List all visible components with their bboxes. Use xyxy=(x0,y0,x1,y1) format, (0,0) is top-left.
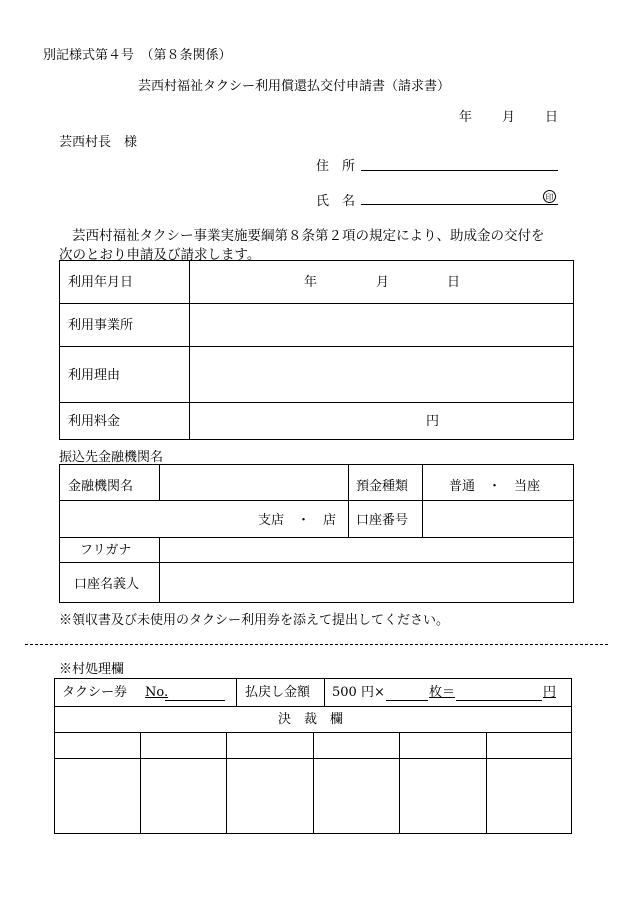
intro-line-1: 芸西村福祉タクシー事業実施要綱第８条第２項の規定により、助成金の交付を xyxy=(72,228,545,244)
account-holder-field[interactable] xyxy=(160,563,573,602)
usage-date-year: 年 xyxy=(304,275,318,290)
approval-divider xyxy=(226,732,227,834)
usage-date-month: 月 xyxy=(376,275,390,290)
refund-sheets: 枚＝ xyxy=(429,685,456,700)
bank-section-title: 振込先金融機関名 xyxy=(59,450,164,465)
ticket-no-field[interactable] xyxy=(165,700,225,701)
deposit-type-options[interactable]: 普通 ・ 当座 xyxy=(449,479,541,494)
usage-fee-label: 利用料金 xyxy=(68,414,121,429)
usage-reason-label: 利用理由 xyxy=(68,368,121,383)
institution-label: 金融機関名 xyxy=(68,479,134,494)
account-holder-label: 口座名義人 xyxy=(74,577,140,592)
form-title: 芸西村福祉タクシー利用償還払交付申請書（請求書） xyxy=(138,79,451,94)
usage-office-field[interactable] xyxy=(190,304,573,346)
branch-text: 支店 ・ 店 xyxy=(258,513,337,528)
ticket-label: タクシー券 xyxy=(62,685,128,700)
address-label: 住 所 xyxy=(316,159,356,174)
bank-table-divider xyxy=(348,464,349,537)
submission-note: ※領収書及び未使用のタクシー利用券を添えて提出してください。 xyxy=(59,613,450,628)
date-month: 月 xyxy=(502,110,516,125)
ticket-no: No. xyxy=(145,685,169,700)
usage-date-day: 日 xyxy=(447,275,461,290)
refund-sheets-field[interactable] xyxy=(386,700,428,701)
usage-reason-field[interactable] xyxy=(190,347,573,402)
address-field[interactable] xyxy=(361,170,558,171)
usage-date-label: 利用年月日 xyxy=(68,275,134,290)
usage-date-field[interactable] xyxy=(190,261,573,303)
form-number: 別記様式第４号 （第８条関係） xyxy=(43,48,232,63)
date-day: 日 xyxy=(545,110,559,125)
refund-prefix: 500 円× xyxy=(332,685,385,700)
usage-fee-field[interactable] xyxy=(190,403,420,439)
approval-divider xyxy=(140,732,141,834)
branch-field[interactable] xyxy=(60,501,255,537)
account-number-field[interactable] xyxy=(423,501,573,537)
approval-divider xyxy=(313,732,314,834)
cut-line xyxy=(25,644,608,645)
village-table-rule xyxy=(54,706,572,707)
addressee: 芸西村長 様 xyxy=(59,135,138,150)
seal-icon: 印 xyxy=(543,190,556,203)
name-field[interactable] xyxy=(361,204,558,205)
usage-fee-unit: 円 xyxy=(426,414,440,429)
refund-amount-field[interactable] xyxy=(456,700,542,701)
village-table-divider xyxy=(324,678,325,706)
village-table-divider xyxy=(236,678,237,706)
furigana-label: フリガナ xyxy=(80,543,132,558)
name-label: 氏 名 xyxy=(316,194,356,209)
village-section-title: ※村処理欄 xyxy=(59,662,125,677)
furigana-field[interactable] xyxy=(160,538,573,562)
approval-divider xyxy=(486,732,487,834)
usage-office-label: 利用事業所 xyxy=(68,318,134,333)
refund-unit: 円 xyxy=(543,685,557,700)
approval-divider xyxy=(399,732,400,834)
deposit-type-label: 預金種類 xyxy=(356,479,409,494)
date-year: 年 xyxy=(459,110,473,125)
approval-title: 決 裁 欄 xyxy=(278,712,344,727)
intro-line-2: 次のとおり申請及び請求します。 xyxy=(59,247,261,263)
refund-label: 払戻し金額 xyxy=(245,685,311,700)
account-number-label: 口座番号 xyxy=(356,513,409,528)
institution-field[interactable] xyxy=(160,465,348,500)
